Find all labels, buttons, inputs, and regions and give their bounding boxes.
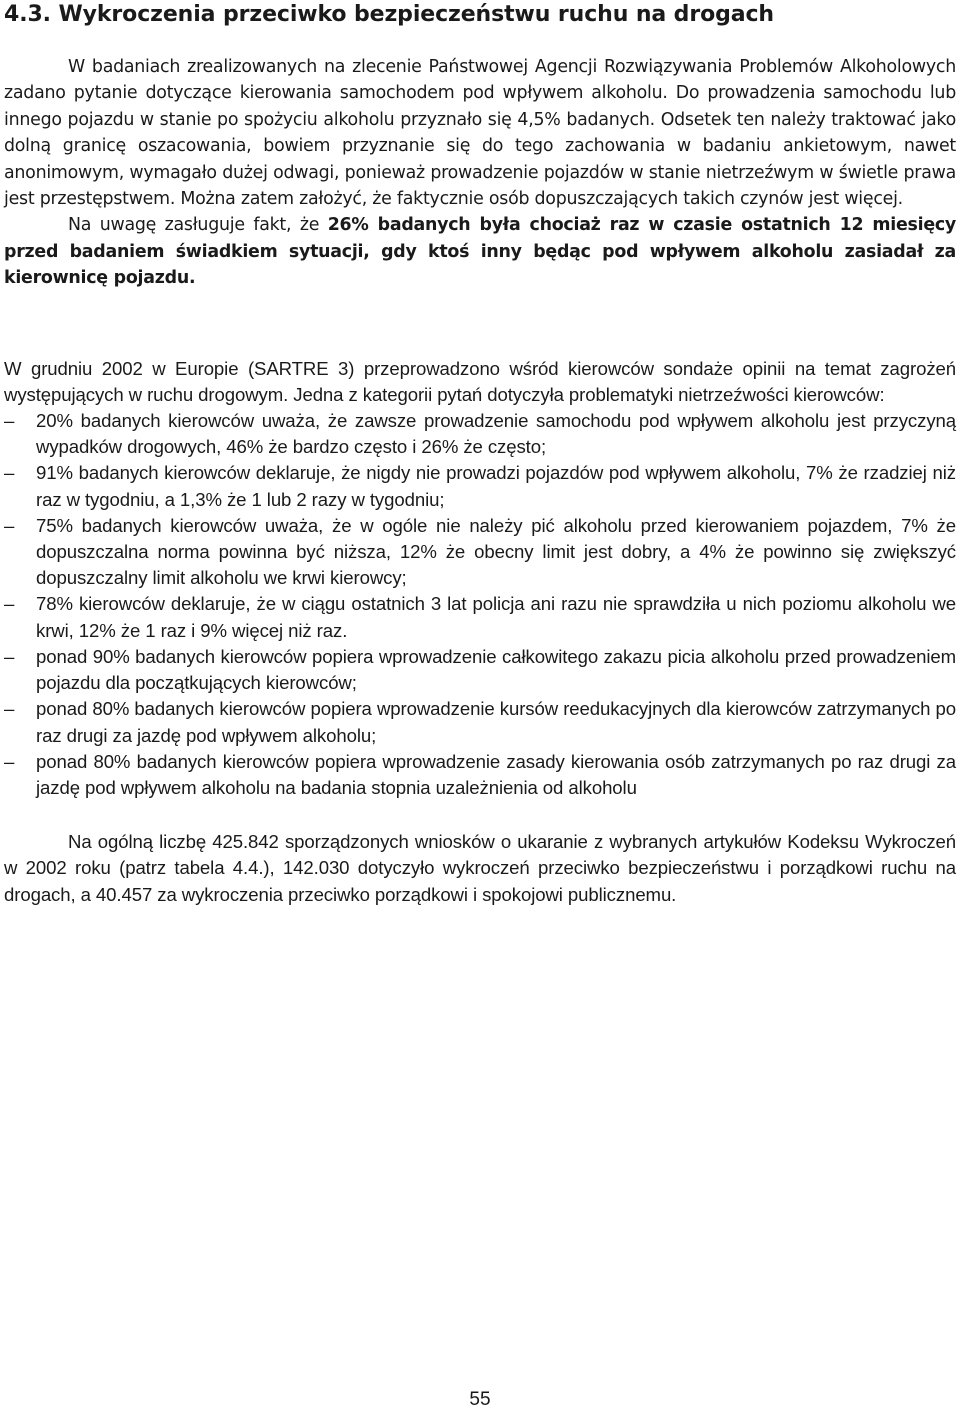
dash-bullet: – [4,462,15,484]
paragraph-survey-intro: W badaniach zrealizowanych na zlecenie Państwowej Agencji Rozwiązywania Problemów Alkoholowych zadano pytanie dotyczące kierowania samochodem pod wpływem alkoholu. Do prowadzenia samochodu lub innego pojazdu w stanie po spożyciu alkoholu przyznało się 4,5% badanych. Odsetek ten należy traktować jako dolną granicę oszacowania, bowiem przyznanie się do tego zachowania w badaniu ankietowym, nawet anonimowym, wymagało dużej odwagi, ponieważ prowadzenie pojazdów w stanie nietrzeźwym w świetle prawa jest przestępstwem. Można zatem założyć, że faktycznie osób dopuszczających takich czynów jest więcej. [4,57,956,210]
list-item-text: ponad 80% badanych kierowców popiera wprowadzenie zasady kierowania osób zatrzymanych po raz drugi za jazdę pod wpływem alkoholu na badania stopnia uzależnienia od alkoholu [36,750,956,798]
section-heading: 4.3. Wykroczenia przeciwko bezpieczeństwu ruchu na drogach [4,2,774,27]
paragraph-witness-lead: Na uwagę zasługuje fakt, że [68,215,328,236]
page-number: 55 [469,1389,491,1410]
paragraph-offence-statistics: Na ogólną liczbę 425.842 sporządzonych wniosków o ukaranie z wybranych artykułów Kodeksu Wykroczeń w 2002 roku (patrz tabela 4.4.), 142.030 dotyczyło wykroczeń przeciwko bezpieczeństwu i porządkowi ruchu na drogach, a 40.457 za wykroczenia przeciwko porządkowi i spokojowi publicznemu. [4,831,956,905]
list-item-text: 91% badanych kierowców deklaruje, że nigdy nie prowadzi pojazdów pod wpływem alkoholu, 7% że rzadziej niż raz w tygodniu, a 1,3% że 1 lub 2 razy w tygodniu; [36,462,956,510]
list-item [4,460,956,512]
dash-bullet: – [4,750,15,772]
dash-bullet: – [4,514,15,536]
dash-bullet: – [4,645,15,667]
list-item-text: ponad 80% badanych kierowców popiera wprowadzenie kursów reedukacyjnych dla kierowców zatrzymanych po raz drugi za jazdę pod wpływem alkoholu; [36,698,956,746]
list-item [4,408,956,460]
list-item [4,749,956,801]
sartre-results-list [4,408,956,801]
list-item [4,644,956,696]
dash-bullet: – [4,593,15,615]
list-item-text: 75% badanych kierowców uważa, że w ogóle nie należy pić alkoholu przed kierowaniem pojazdem, 7% że dopuszczalna norma powinna być niższa, 12% że obecny limit jest dobry, a 4% że powinno się zwiększyć dopuszczalny limit alkoholu we krwi kierowcy; [36,514,956,589]
document-page [4,0,956,908]
paragraph-witness-fact [4,212,956,291]
dash-bullet: – [4,410,15,432]
list-item [4,591,956,643]
list-item [4,513,956,592]
list-item-text: ponad 90% badanych kierowców popiera wprowadzenie całkowitego zakazu picia alkoholu przed prowadzeniem pojazdu dla początkujących kierowców; [36,645,956,694]
dash-bullet: – [4,698,15,720]
list-item-text: 78% kierowców deklaruje, że w ciągu ostatnich 3 lat policja ani razu nie sprawdziła u nich poziomu alkoholu we krwi, 12% że 1 raz i 9% więcej niż raz. [36,593,956,641]
list-item [4,696,956,748]
paragraph-witness-bold: 26% badanych była chociaż raz w czasie ostatnich 12 miesięcy przed badaniem świadkiem sytuacji, gdy ktoś inny będąc pod wpływem alkoholu zasiadał za kierownicę pojazdu. [4,215,957,289]
list-item-text: 20% badanych kierowców uważa, że zawsze prowadzenie samochodu pod wpływem alkoholu jest przyczyną wypadków drogowych, 46% że bardzo często i 26% że często; [36,410,956,458]
paragraph-sartre-intro: W grudniu 2002 w Europie (SARTRE 3) przeprowadzono wśród kierowców sondaże opinii na temat zagrożeń występujących w ruchu drogowym. Jedna z kategorii pytań dotyczyła problematyki nietrzeźwości kierowców: [4,357,956,405]
